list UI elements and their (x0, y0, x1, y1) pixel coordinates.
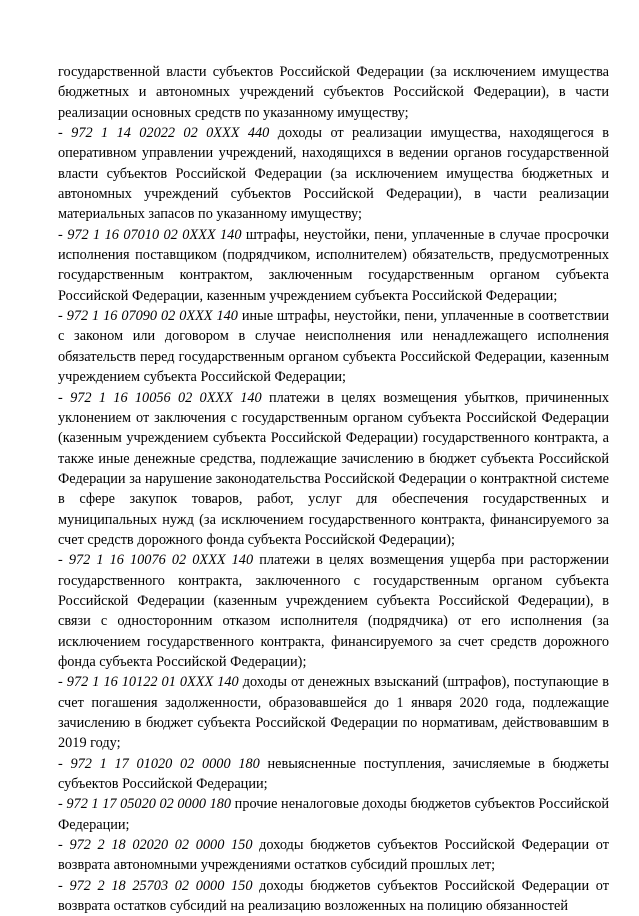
budget-code: 972 2 18 25703 02 0000 150 (69, 877, 253, 894)
paragraph-text: доходы от реализации имущества, находящегося в оперативном управлении учреждений, находящихся в ведении органов государственной власти субъектов Российской Федерации (за исключением имущества бюджетных и автономных учреждений субъектов Российской Федерации), в части реализации материальных запасов по указанному имуществу; (58, 125, 610, 223)
paragraph-text: штрафы, неустойки, пени, уплаченные в случае просрочки исполнения поставщиком (подрядчиком, исполнителем) обязательств, предусмотренных государственным контрактом, заключенным государственным органом субъекта Российской Федерации, казенным учреждением субъекта Российской Федерации; (58, 226, 609, 304)
document-body (58, 62, 609, 916)
paragraph-text: невыясненные поступления, зачисляемые в бюджеты субъектов Российской Федерации; (58, 755, 609, 793)
list-dash: - (58, 796, 67, 813)
budget-code: 972 1 17 05020 02 0000 180 (66, 796, 232, 813)
paragraph-text: доходы бюджетов субъектов Российской Федерации от возврата автономными учреждениями остатков субсидий прошлых лет; (58, 837, 609, 874)
paragraph-text: государственной власти субъектов Российской Федерации (за исключением имущества бюджетных и автономных учреждений субъектов Российской Федерации), в части реализации основных средств по указанному имуществу; (58, 64, 609, 121)
list-dash: - (58, 755, 71, 772)
budget-code: 972 1 16 10122 01 0XXX 140 (66, 674, 239, 691)
paragraph-3 (58, 225, 609, 306)
paragraph-10 (58, 835, 609, 876)
budget-code: 972 1 17 01020 02 0000 180 (70, 755, 260, 772)
list-dash: - (58, 674, 67, 691)
list-dash: - (58, 226, 68, 243)
paragraph-2 (58, 123, 609, 225)
paragraph-1 (58, 62, 609, 123)
paragraph-8 (58, 754, 609, 795)
budget-code: 972 1 16 10056 02 0XXX 140 (70, 389, 262, 406)
list-dash: - (58, 389, 71, 406)
list-dash: - (58, 877, 70, 894)
budget-code: 972 2 18 02020 02 0000 150 (69, 837, 253, 854)
paragraph-4 (58, 306, 609, 387)
paragraph-9 (58, 794, 609, 835)
paragraph-5 (58, 388, 609, 551)
paragraph-text: прочие неналоговые доходы бюджетов субъектов Российской Федерации; (58, 796, 610, 833)
paragraph-text: доходы бюджетов субъектов Российской Федерации от возврата остатков субсидий на реализацию возложенных на полицию обязанностей (58, 877, 609, 915)
budget-code: 972 1 16 07010 02 0XXX 140 (67, 226, 242, 243)
paragraph-11 (58, 876, 609, 916)
list-dash: - (58, 837, 70, 854)
paragraph-text: доходы от денежных взысканий (штрафов), поступающие в счет погашения задолженности, образовавшейся до 1 января 2020 года, подлежащие зачислению в бюджет субъекта Российской Федерации по нормативам, действовавшим в 2019 году; (58, 674, 610, 752)
list-dash: - (58, 552, 69, 569)
budget-code: 972 1 16 10076 02 0XXX 140 (68, 552, 254, 569)
paragraph-text: иные штрафы, неустойки, пени, уплаченные в соответствии с законом или договором в случае неисполнения или ненадлежащего исполнения обязательств перед государственным органом субъекта Российской Федерации, казенным учреждением субъекта Российской Федерации; (58, 308, 609, 386)
list-dash: - (58, 308, 67, 325)
budget-code: 972 1 14 02022 02 0XXX 440 (71, 125, 270, 142)
paragraph-6 (58, 550, 609, 672)
list-dash: - (58, 125, 72, 142)
paragraph-text: платежи в целях возмещения убытков, причиненных уклонением от заключения с государственным органом субъекта Российской Федерации (казенным учреждением субъекта Российской Федерации) государственного контракта, а также иные денежные средства, подлежащие зачислению в бюджет субъекта Российской Федерации за нарушение законодательства Российской Федерации о контрактной системе в сфере закупок товаров, работ, услуг для обеспечения государственных и муниципальных нужд (за исключением государственного контракта, финансируемого за счет средств дорожного фонда субъекта Российской Федерации); (58, 389, 609, 548)
paragraph-7 (58, 672, 609, 753)
paragraph-text: платежи в целях возмещения ущерба при расторжении государственного контракта, заключенного с государственным органом субъекта Российской Федерации (казенным учреждением субъекта Российской Федерации), в связи с односторонним отказом исполнителя (подрядчика) от его исполнения (за исключением государственного контракта, финансируемого за счет средств дорожного фонда субъекта Российской Федерации); (58, 552, 609, 670)
budget-code: 972 1 16 07090 02 0XXX 140 (66, 308, 238, 325)
